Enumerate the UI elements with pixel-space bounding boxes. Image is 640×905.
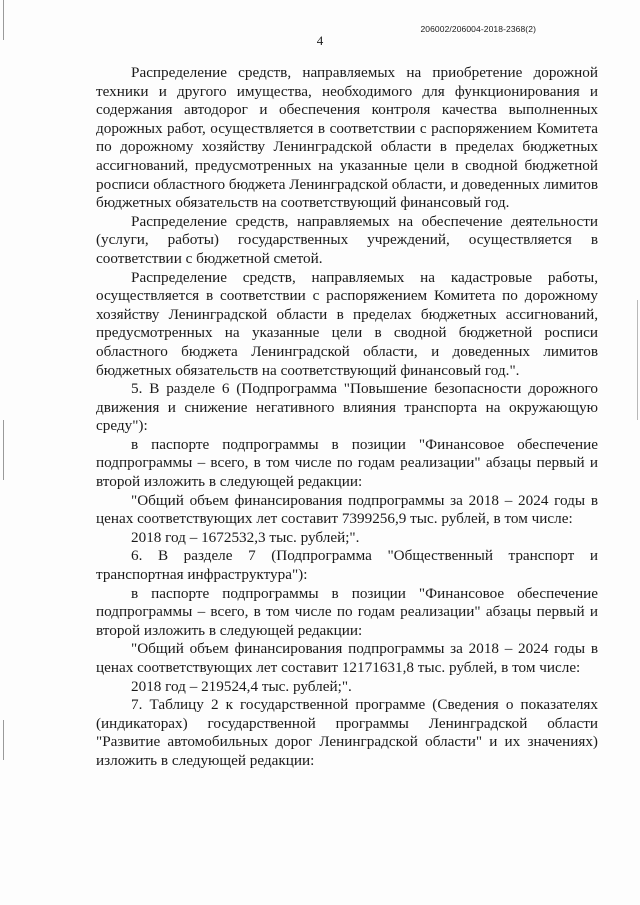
paragraph: Распределение средств, направляемых на кадастровые работы, осуществляется в соответствии с распоряжением Комитета по дорожному хозяйству Ленинградской области в пределах бюджетных ассигнований, предусмотренных на указанные цели в сводной бюджетной росписи областного бюджета Ленинградской области, и доведенных лимитов бюджетных обязательств на соответствующий финансовый год.". <box>96 268 598 379</box>
paragraph: "Общий объем финансирования подпрограммы за 2018 – 2024 годы в ценах соответствующих лет составит 7399256,9 тыс. рублей, в том числе: <box>96 491 598 528</box>
paragraph: в паспорте подпрограммы в позиции "Финансовое обеспечение подпрограммы – всего, в том числе по годам реализации" абзацы первый и второй изложить в следующей редакции: <box>96 435 598 491</box>
paragraph: 5. В разделе 6 (Подпрограмма "Повышение безопасности дорожного движения и снижение негативного влияния транспорта на окружающую среду"): <box>96 380 598 435</box>
scan-edge-mark <box>637 300 638 420</box>
paragraph: 2018 год – 219524,4 тыс. рублей;". <box>131 677 352 695</box>
paragraph: 2018 год – 1672532,3 тыс. рублей;". <box>131 528 360 546</box>
scan-edge-mark <box>3 420 4 480</box>
document-id: 206002/206004-2018-2368(2) <box>420 24 536 34</box>
page-number: 4 <box>316 33 324 48</box>
paragraph: Распределение средств, направляемых на приобретение дорожной техники и другого имущества, необходимого для функционирования и содержания автодорог и обеспечения контроля качества выполненных дорожных работ, осуществляется в соответствии с распоряжением Комитета по дорожному хозяйству Ленинградской области в пределах бюджетных ассигнований, предусмотренных на указанные цели в сводной бюджетной росписи областного бюджета Ленинградской области, и доведенных лимитов бюджетных обязательств на соответствующий финансовый год. <box>96 64 598 212</box>
paragraph: Распределение средств, направляемых на обеспечение деятельности (услуги, работы) государственных учреждений, осуществляется в соответствии с бюджетной сметой. <box>96 212 598 267</box>
document-body <box>96 64 598 771</box>
paragraph: 6. В разделе 7 (Подпрограмма "Общественный транспорт и транспортная инфраструктура"): <box>96 547 598 584</box>
paragraph: 7. Таблицу 2 к государственной программе (Сведения о показателях (индикаторах) государственной программы Ленинградской области "Развитие автомобильных дорог Ленинградской области" и их значениях) изложить в следующей редакции: <box>96 696 598 769</box>
paragraph: "Общий объем финансирования подпрограммы за 2018 – 2024 годы в ценах соответствующих лет составит 12171631,8 тыс. рублей, в том числе: <box>96 640 598 676</box>
paragraph: в паспорте подпрограммы в позиции "Финансовое обеспечение подпрограммы – всего, в том числе по годам реализации" абзацы первый и второй изложить в следующей редакции: <box>96 584 598 639</box>
scan-edge-mark <box>3 720 4 760</box>
